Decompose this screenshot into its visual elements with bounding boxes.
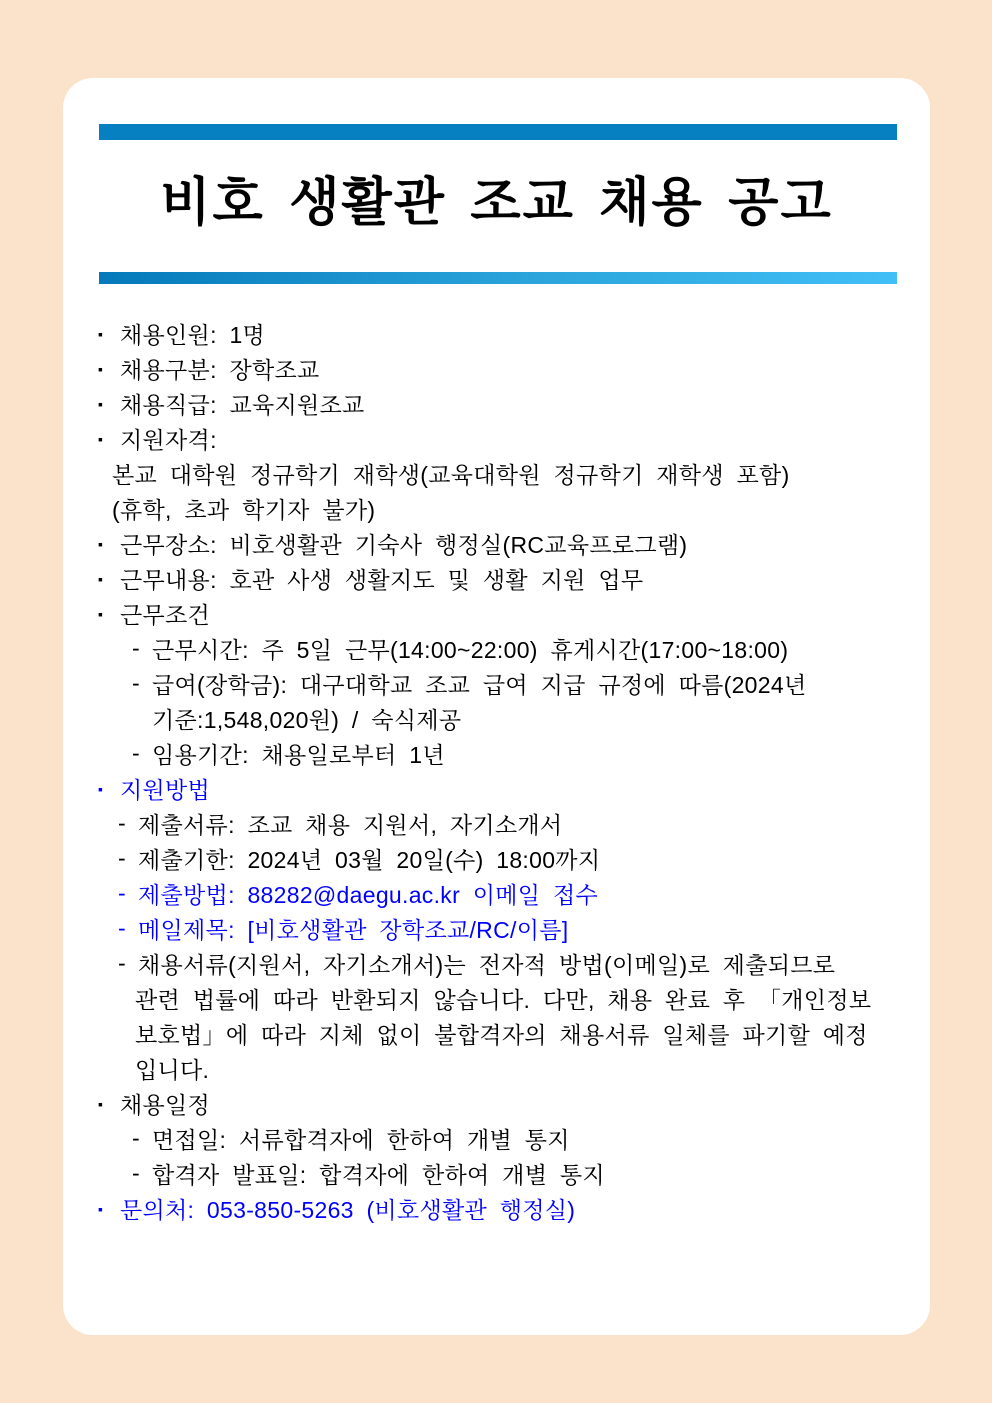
dash-icon: - (132, 740, 140, 766)
line-text: 채용인원: 1명 (120, 322, 266, 348)
square-bullet-icon: ▪ (98, 430, 104, 447)
square-bullet-icon: ▪ (98, 605, 104, 622)
content-line (98, 736, 910, 771)
content-line (98, 386, 910, 421)
content-line (98, 526, 910, 561)
content-line (98, 1016, 910, 1051)
content-line (98, 351, 910, 386)
square-bullet-icon: ▪ (98, 535, 104, 552)
content-line (98, 876, 910, 911)
line-text: 근무조건 (120, 602, 211, 628)
line-text: 문의처: 053-850-5263 (비호생활관 행정실) (120, 1197, 576, 1223)
dash-icon: - (132, 670, 140, 696)
content-line (98, 771, 910, 806)
content-line (98, 316, 910, 351)
line-text: 채용직급: 교육지원조교 (120, 392, 365, 418)
dash-icon: - (118, 845, 126, 871)
dash-icon: - (118, 915, 126, 941)
line-text: 보호법」에 따라 지체 없이 불합격자의 채용서류 일체를 파기할 예정 (135, 1022, 868, 1048)
square-bullet-icon: ▪ (98, 325, 104, 342)
dash-icon: - (132, 1125, 140, 1151)
content-line (98, 1156, 910, 1191)
line-text: 본교 대학원 정규학기 재학생(교육대학원 정규학기 재학생 포함) (112, 462, 790, 488)
line-text: 지원자격: (120, 427, 217, 453)
line-text: 근무시간: 주 5일 근무(14:00~22:00) 휴게시간(17:00~18:00) (152, 637, 789, 663)
dash-icon: - (118, 880, 126, 906)
page-title: 비호 생활관 조교 채용 공고 (160, 174, 833, 232)
square-bullet-icon: ▪ (98, 570, 104, 587)
content-line (98, 806, 910, 841)
content-line (98, 491, 910, 526)
line-text: 근무장소: 비호생활관 기숙사 행정실(RC교육프로그램) (120, 532, 688, 558)
line-text: 채용서류(지원서, 자기소개서)는 전자적 방법(이메일)로 제출되므로 (138, 952, 836, 978)
content-line (98, 596, 910, 631)
square-bullet-icon: ▪ (98, 360, 104, 377)
line-text: 제출방법: 88282@daegu.ac.kr 이메일 접수 (138, 882, 599, 908)
notice-body (98, 316, 910, 1226)
line-text: 채용일정 (120, 1092, 211, 1118)
line-text: 입니다. (135, 1057, 210, 1083)
line-text: 기준:1,548,020원) / 숙식제공 (152, 707, 462, 733)
line-text: 제출기한: 2024년 03월 20일(수) 18:00까지 (138, 847, 601, 873)
content-line (98, 1191, 910, 1226)
header-gradient-bar (99, 272, 897, 284)
content-line (98, 1121, 910, 1156)
line-text: 급여(장학금): 대구대학교 조교 급여 지급 규정에 따름(2024년 (152, 672, 807, 698)
header-top-bar (99, 124, 897, 140)
content-line (98, 666, 910, 701)
line-text: 메일제목: [비호생활관 장학조교/RC/이름] (138, 917, 569, 943)
content-line (98, 1086, 910, 1121)
line-text: 근무내용: 호관 사생 생활지도 및 생활 지원 업무 (120, 567, 644, 593)
content-line (98, 561, 910, 596)
square-bullet-icon: ▪ (98, 395, 104, 412)
content-line (98, 841, 910, 876)
dash-icon: - (132, 635, 140, 661)
content-line (98, 1051, 910, 1086)
notice-card (63, 78, 930, 1335)
square-bullet-icon: ▪ (98, 1095, 104, 1112)
content-line (98, 981, 910, 1016)
content-line (98, 421, 910, 456)
line-text: 지원방법 (120, 777, 211, 803)
line-text: 제출서류: 조교 채용 지원서, 자기소개서 (138, 812, 563, 838)
line-text: (휴학, 초과 학기자 불가) (112, 497, 376, 523)
line-text: 합격자 발표일: 합격자에 한하여 개별 통지 (152, 1162, 605, 1188)
line-text: 임용기간: 채용일로부터 1년 (152, 742, 445, 768)
content-line (98, 631, 910, 666)
line-text: 관련 법률에 따라 반환되지 않습니다. 다만, 채용 완료 후 「개인정보 (135, 987, 872, 1013)
square-bullet-icon: ▪ (98, 1200, 104, 1217)
content-line (98, 946, 910, 981)
content-line (98, 911, 910, 946)
dash-icon: - (132, 1160, 140, 1186)
square-bullet-icon: ▪ (98, 780, 104, 797)
dash-icon: - (118, 950, 126, 976)
dash-icon: - (118, 810, 126, 836)
content-line (98, 701, 910, 736)
content-line (98, 456, 910, 491)
line-text: 채용구분: 장학조교 (120, 357, 320, 383)
line-text: 면접일: 서류합격자에 한하여 개별 통지 (152, 1127, 570, 1153)
